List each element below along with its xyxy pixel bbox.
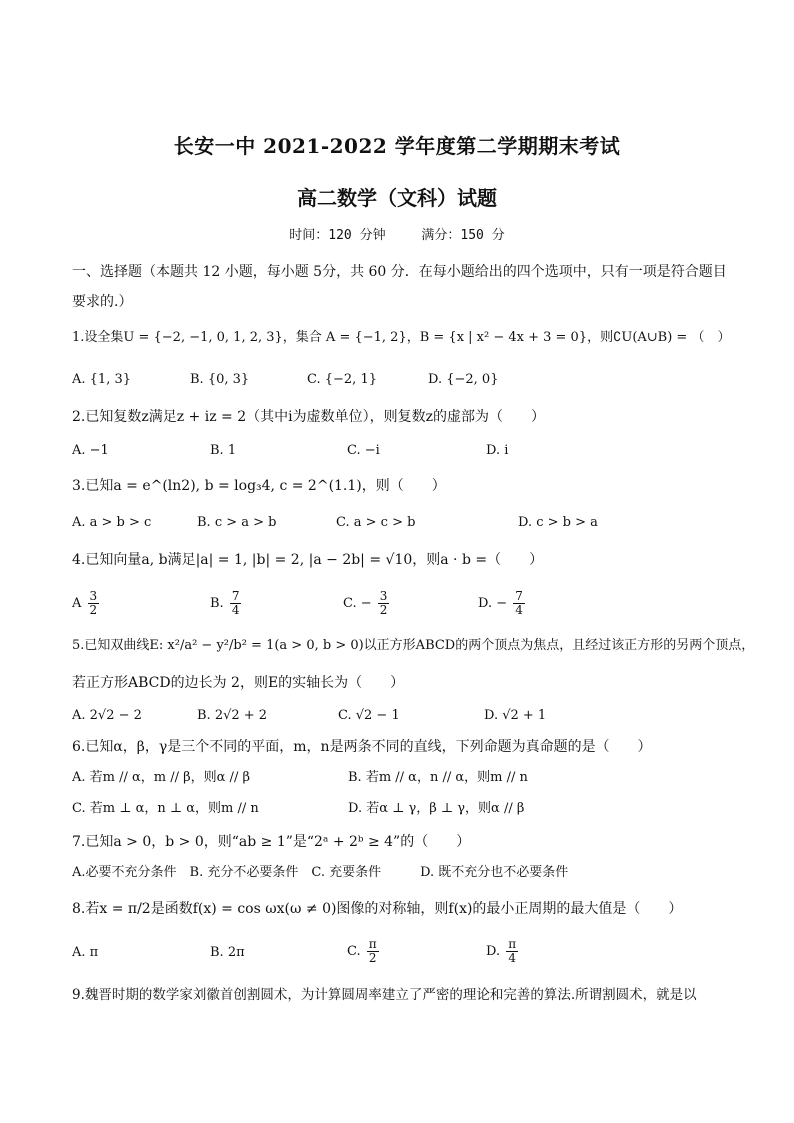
question-6-option-a: A. 若m // α，m // β，则α // β [72,770,250,785]
option-label: B. [210,596,224,611]
question-1-option-b: B. {0, 3} [190,372,250,387]
fraction-denominator: 4 [515,603,523,617]
question-2-option-d: D. i [486,443,509,458]
question-2-option-c: C. −i [347,443,380,458]
question-2-option-b: B. 1 [210,443,237,458]
fraction [230,590,242,617]
question-4-option-c [343,590,391,617]
section-heading: 一、选择题（本题共 12 小题，每小题 5分，共 60 分．在每小题给出的四个选项中，只有一项是符合题目 [72,264,727,280]
question-3-option-d: D. c > b > a [518,515,598,530]
question-1-option-d: D. {−2, 0} [428,372,499,387]
fraction [88,590,100,617]
option-label: C. − [343,596,372,611]
question-8-option-d [486,938,520,965]
question-4-option-b [210,590,243,617]
question-3-stem: 3.已知a = e^(ln2), b = log₃4, c = 2^(1.1)，则（ ） [72,478,446,494]
fraction [506,938,518,965]
question-6-stem: 6.已知α，β，γ是三个不同的平面，m，n是两条不同的直线，下列命题为真命题的是（ ） [72,739,652,755]
fraction-denominator: 2 [89,603,98,617]
question-4-stem: 4.已知向量a, b满足|a| = 1, |b| = 2, |a − 2b| = √10，则a · b =（ ） [72,552,544,568]
question-8-option-a: A. π [72,945,99,960]
time-limit: 时间：120 分钟 [289,228,386,243]
question-5-option-c: C. √2 − 1 [338,708,400,723]
question-5-option-d: D. √2 + 1 [484,708,547,723]
fraction [513,590,525,617]
fraction-numerator: 3 [89,589,98,603]
fraction [378,590,390,617]
option-label: C. [347,944,361,959]
fraction-numerator: 7 [231,589,240,603]
option-label: D. [486,944,501,959]
section-heading-cont: 要求的.） [72,294,133,310]
question-4-option-a [72,590,101,617]
question-5-option-a: A. 2√2 − 2 [72,708,142,723]
question-3-option-a: A. a > b > c [72,515,152,530]
fraction-denominator: 2 [368,951,377,965]
question-8-option-c [347,938,381,965]
fraction-denominator: 4 [231,603,240,617]
question-2-option-a: A. −1 [72,443,109,458]
exam-title: 长安一中 2021-2022 学年度第二学期期末考试 [173,134,621,158]
question-8-stem: 8.若x = π/2是函数f(x) = cos ωx(ω ≠ 0)图像的对称轴，则f(x)的最小正周期的最大值是（ ） [72,901,683,917]
question-7-options: A.必要不充分条件 B. 充分不必要条件 C. 充要条件 D. 既不充分也不必要条件 [72,865,569,880]
question-6-option-c: C. 若m ⊥ α，n ⊥ α，则m // n [72,801,259,816]
question-4-option-d [478,590,527,617]
question-6-option-d: D. 若α ⊥ γ，β ⊥ γ，则α // β [348,801,525,816]
question-2-stem: 2.已知复数z满足z + iz = 2（其中i为虚数单位），则复数z的虚部为（ ） [72,409,545,425]
fraction-numerator: π [368,937,377,951]
question-1-option-a: A. {1, 3} [72,372,132,387]
question-3-option-b: B. c > a > b [197,515,277,530]
fraction-numerator: π [508,937,517,951]
question-5-stem: 5.已知双曲线E: x²/a² − y²/b² = 1(a > 0, b > 0)以正方形ABCD的两个顶点为焦点，且经过该正方形的另两个顶点， [72,638,755,653]
fraction [367,938,379,965]
fraction-numerator: 3 [379,589,388,603]
question-1-option-c: C. {−2, 1} [307,372,377,387]
option-label: A [72,596,82,611]
question-7-stem: 7.已知a > 0，b > 0，则“ab ≥ 1”是“2ᵃ + 2ᵇ ≥ 4”的（ ） [72,834,471,850]
question-3-option-c: C. a > c > b [336,515,416,530]
fraction-denominator: 4 [508,951,516,965]
exam-time-info [0,224,794,243]
full-score: 满分：150 分 [421,228,505,243]
option-label: D. − [478,596,508,611]
question-1-stem: 1.设全集U = {−2, −1, 0, 1, 2, 3}，集合 A = {−1, 2}，B = {x | x² − 4x + 3 = 0}，则∁U(A∪B) = （ ） [72,330,731,345]
question-9-stem: 9.魏晋时期的数学家刘徽首创割圆术，为计算圆周率建立了严密的理论和完善的算法.所谓割圆术，就是以 [72,987,697,1003]
question-6-option-b: B. 若m // α，n // α，则m // n [348,770,528,785]
fraction-denominator: 2 [379,603,388,617]
question-5-option-b: B. 2√2 + 2 [197,708,268,723]
fraction-numerator: 7 [515,589,523,603]
exam-subtitle: 高二数学（文科）试题 [297,186,497,210]
question-5-stem-cont: 若正方形ABCD的边长为 2，则E的实轴长为（ ） [72,675,405,691]
question-8-option-b: B. 2π [210,945,245,960]
